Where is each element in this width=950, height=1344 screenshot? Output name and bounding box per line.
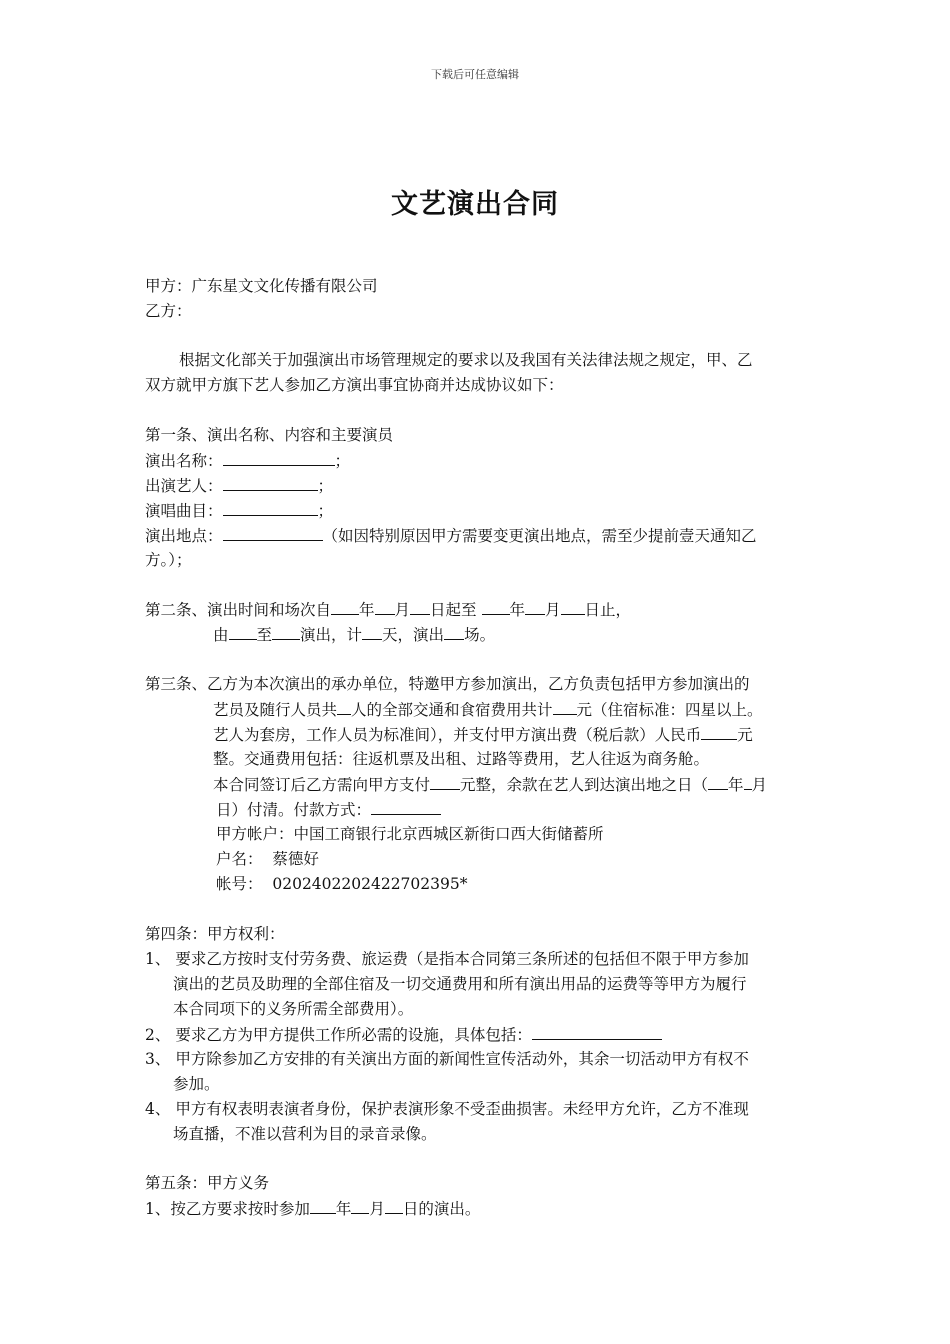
fee-blank[interactable]	[701, 724, 737, 740]
holder-line: 户名： 蔡德好	[216, 850, 319, 868]
month-text: 月	[751, 776, 768, 794]
year-text: 年	[359, 601, 375, 619]
item-text: 1、按乙方要求按时参加	[145, 1200, 310, 1218]
year-text: 年	[509, 601, 526, 619]
to-blank[interactable]	[272, 624, 300, 640]
item-text: 要求乙方按时支付劳务费、旅运费（是指本合同第三条所述的包括但不限于甲方参加	[175, 950, 749, 968]
song-line	[145, 500, 333, 521]
balance-month-blank[interactable]	[744, 774, 752, 790]
year-text: 年	[728, 776, 744, 794]
performance-name-label: 演出名称：	[145, 452, 223, 470]
article-4-item-4-line-2: 场直播，不准以营利为目的录音录像。	[173, 1125, 437, 1143]
from-text: 由	[213, 626, 229, 644]
art3-text: 元	[737, 726, 753, 744]
end-day-blank[interactable]	[561, 599, 585, 615]
article-4-item-1	[145, 949, 749, 969]
performance-name-blank[interactable]	[223, 450, 335, 466]
attend-year-blank[interactable]	[310, 1198, 336, 1214]
semicolon: ；	[317, 502, 334, 520]
venue-note: （如因特别原因甲方需要变更演出地点，需至少提前壹天通知乙	[322, 527, 757, 545]
art2-text: 第二条、演出时间和场次自	[145, 601, 332, 619]
article-3-line-3	[213, 724, 753, 745]
article-2-line-1	[145, 599, 631, 620]
item-number: 2、	[145, 1026, 171, 1044]
perform-text: 演出，计	[300, 626, 363, 644]
start-day-blank[interactable]	[410, 599, 430, 615]
shows-text: 场。	[464, 626, 496, 644]
art3-text: 元（住宿标准：四星以上。	[576, 701, 763, 719]
item-number: 3、	[145, 1050, 171, 1068]
art3-text: 艺人为套房，工作人员为标准间），并支付甲方演出费（税后款）人民币	[213, 726, 702, 744]
document-title: 文艺演出合同	[391, 189, 559, 220]
article-3-line-4: 整。交通费用包括：往返机票及出租、过路等费用，艺人往返为商务舱。	[213, 750, 710, 768]
shows-blank[interactable]	[444, 624, 464, 640]
end-year-blank[interactable]	[482, 599, 510, 615]
art3-text: 人的全部交通和食宿费用共计	[351, 701, 553, 719]
article-3-line-5	[213, 774, 767, 795]
facilities-blank[interactable]	[532, 1024, 662, 1040]
deposit-blank[interactable]	[430, 774, 460, 790]
venue-label: 演出地点：	[145, 527, 223, 545]
semicolon: ；	[334, 452, 351, 470]
item-text: 要求乙方为甲方提供工作所必需的设施，具体包括：	[175, 1026, 532, 1044]
month-text: 月	[394, 601, 411, 619]
days-blank[interactable]	[362, 624, 382, 640]
song-label: 演唱曲目：	[145, 502, 223, 520]
article-2-line-2	[213, 624, 495, 645]
payment-method-blank[interactable]	[371, 799, 441, 815]
song-blank[interactable]	[223, 500, 318, 516]
article-5-item-1	[145, 1198, 480, 1219]
performance-name-line	[145, 450, 350, 471]
item-text: 日的演出。	[402, 1200, 481, 1218]
artist-line	[145, 475, 333, 496]
article-4-item-3-line-2: 参加。	[173, 1075, 220, 1093]
party-b: 乙方：	[145, 302, 192, 320]
month-text: 月	[545, 601, 561, 619]
artist-label: 出演艺人：	[145, 477, 223, 495]
article-5-heading: 第五条：甲方义务	[145, 1174, 270, 1192]
day-from-text: 日起至	[430, 601, 477, 619]
article-4-heading: 第四条：甲方权利：	[145, 925, 285, 943]
from-blank[interactable]	[229, 624, 257, 640]
year-text: 年	[335, 1200, 352, 1218]
end-month-blank[interactable]	[525, 599, 545, 615]
art3-text: 本合同签订后乙方需向甲方支付	[213, 776, 431, 794]
day-to-text: 日止，	[584, 601, 632, 619]
artist-blank[interactable]	[223, 475, 318, 491]
intro-line-2: 双方就甲方旗下艺人参加乙方演出事宜协商并达成协议如下：	[145, 376, 564, 394]
semicolon: ；	[317, 477, 334, 495]
item-text: 甲方有权表明表演者身份，保护表演形象不受歪曲损害。未经甲方允许，乙方不准现	[175, 1100, 749, 1118]
venue-line	[145, 525, 757, 546]
balance-year-blank[interactable]	[708, 774, 728, 790]
art3-text: 日）付清。付款方式：	[216, 801, 372, 819]
article-4-item-1-line-2: 演出的艺员及助理的全部住宿及一切交通费用和所有演出用品的运费等等甲方为履行	[173, 975, 747, 993]
article-4-item-2	[145, 1024, 662, 1045]
article-4-item-3	[145, 1049, 749, 1069]
item-number: 4、	[145, 1100, 171, 1118]
article-4-item-4	[145, 1099, 749, 1119]
travel-cost-blank[interactable]	[553, 699, 577, 715]
start-year-blank[interactable]	[331, 599, 359, 615]
venue-note-cont: 方。）；	[145, 551, 192, 569]
header-note: 下载后可任意编辑	[431, 68, 519, 81]
account-line: 甲方帐户：中国工商银行北京西城区新街口西大街储蓄所	[216, 825, 604, 843]
article-4-item-1-line-3: 本合同项下的义务所需全部费用）。	[173, 1000, 414, 1018]
attend-month-blank[interactable]	[351, 1198, 369, 1214]
month-text: 月	[369, 1200, 385, 1218]
venue-blank[interactable]	[223, 525, 323, 541]
item-number: 1、	[145, 950, 171, 968]
intro-line-1: 根据文化部关于加强演出市场管理规定的要求以及我国有关法律法规之规定，甲、乙	[179, 351, 753, 369]
article-3-line-2	[213, 699, 763, 720]
account-number-line: 帐号： 0202402202422702395*	[216, 875, 468, 893]
staff-count-blank[interactable]	[337, 699, 351, 715]
article-1-heading: 第一条、演出名称、内容和主要演员	[145, 426, 394, 444]
party-a: 甲方：广东星文文化传播有限公司	[145, 277, 378, 295]
item-text: 甲方除参加乙方安排的有关演出方面的新闻性宣传活动外，其余一切活动甲方有权不	[175, 1050, 749, 1068]
art3-text: 艺员及随行人员共	[213, 701, 338, 719]
to-text: 至	[256, 626, 273, 644]
art3-text: 元整，余款在艺人到达演出地之日（	[460, 776, 709, 794]
start-month-blank[interactable]	[375, 599, 395, 615]
attend-day-blank[interactable]	[385, 1198, 403, 1214]
days-text: 天，演出	[382, 626, 445, 644]
article-3-line-1: 第三条、乙方为本次演出的承办单位，特邀甲方参加演出，乙方负责包括甲方参加演出的	[145, 675, 750, 693]
article-3-line-6	[216, 799, 441, 820]
